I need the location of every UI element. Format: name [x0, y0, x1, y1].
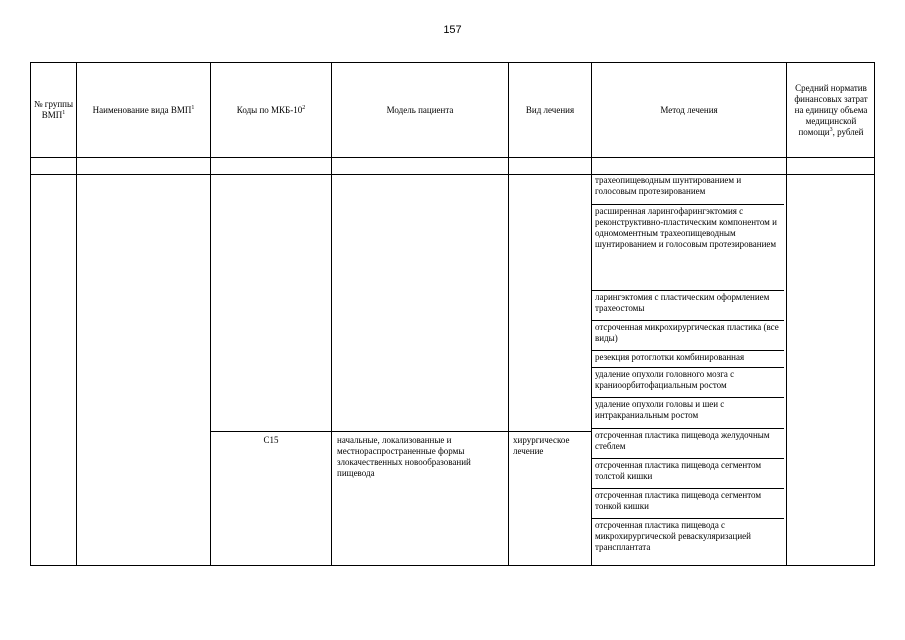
header-method: Метод лечения — [660, 104, 718, 115]
method-item: отсроченная пластика пищевода сегментом толстой кишки — [591, 458, 784, 488]
method-item: отсроченная пластика пищевода с микрохирургической реваскуляризацией трансплантата — [591, 518, 784, 565]
page-number: 157 — [443, 24, 462, 36]
method-item: отсроченная пластика пищевода сегментом тонкой кишки — [591, 488, 784, 518]
row-divider-c15 — [210, 431, 592, 432]
method-item: ларингэктомия с пластическим оформлением трахеостомы — [591, 290, 784, 320]
method-item: отсроченная пластика пищевода желудочным стеблем — [591, 428, 784, 458]
c15-model: начальные, локализованные и местнораспространенные формы злокачественных новообразований пищевода — [337, 435, 471, 478]
method-item: трахеопищеводным шунтированием и голосовым протезированием — [595, 175, 742, 196]
method-item: отсроченная микрохирургическая пластика (все виды) — [591, 320, 784, 350]
method-item: удаление опухоли головного мозга с краниоорбитофациальным ростом — [591, 367, 784, 397]
header-cost: Средний норматив финансовых затрат на единицу объема медицинской помощи$^3$, рублей — [794, 82, 868, 137]
method-item: удаление опухоли головы и шеи с интракраниальным ростом — [591, 397, 784, 428]
header-group: № группы ВМП$^1$ — [33, 99, 74, 120]
c15-treatment: хирургическое лечение — [513, 435, 570, 456]
header-name: Наименование вида ВМП$^1$ — [92, 104, 195, 115]
header-divider — [31, 157, 874, 158]
header-model: Модель пациента — [386, 104, 454, 115]
header-treatment: Вид лечения — [525, 104, 575, 115]
c15-code: C15 — [263, 435, 279, 445]
method-item: резекция ротоглотки комбинированная — [591, 350, 784, 367]
method-item: расширенная ларингофарингэктомия с реконструктивно-пластическим компонентом и одномоментным трахеопищеводным шунтированием и голосовым протезированием — [591, 204, 784, 290]
header-codes: Коды по МКБ-$10^2$ — [236, 104, 306, 115]
